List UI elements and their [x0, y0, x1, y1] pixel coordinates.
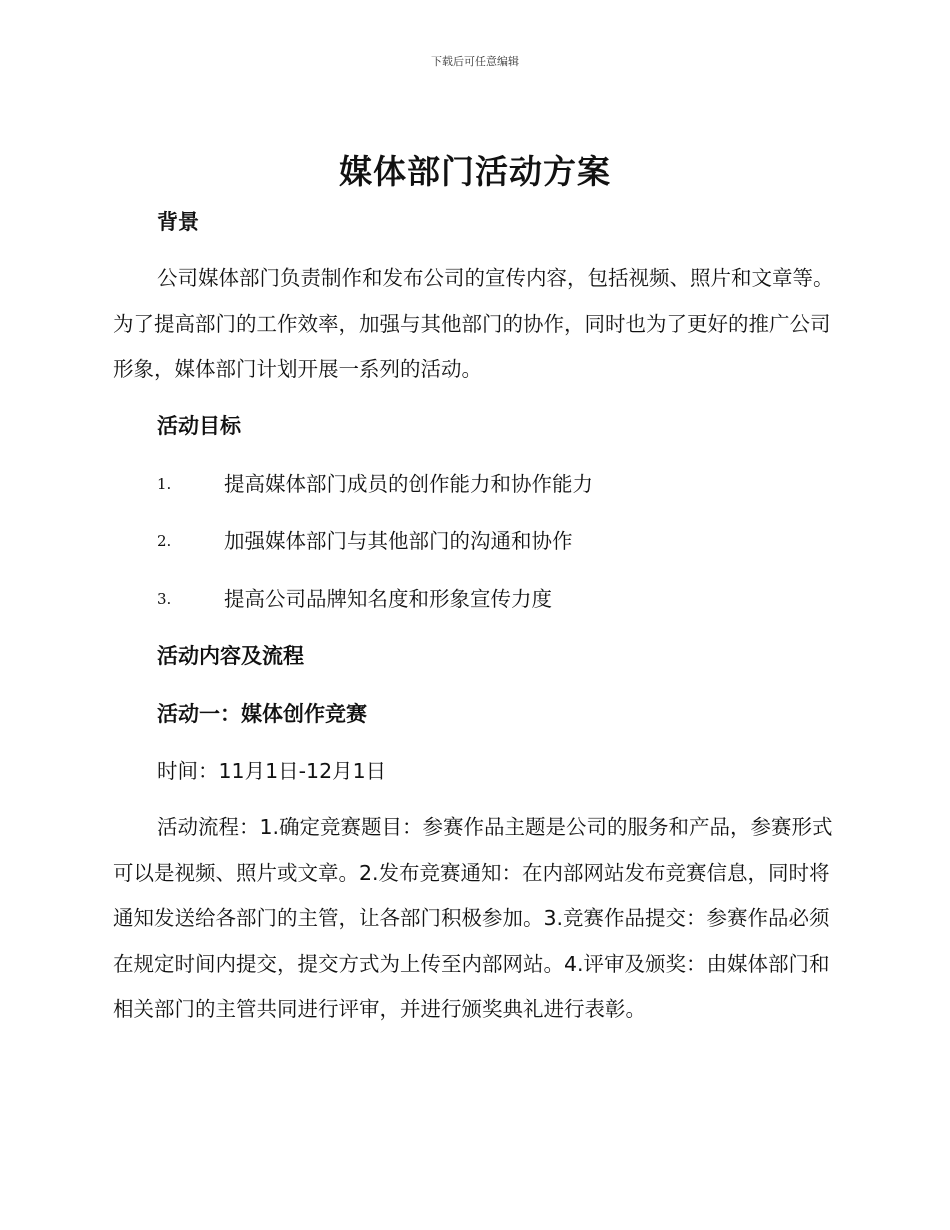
section-heading-background: 背景 — [157, 210, 199, 234]
list-number: 3. — [157, 590, 172, 608]
document-title: 媒体部门活动方案 — [339, 152, 611, 191]
list-number: 1. — [157, 475, 172, 493]
list-item — [157, 584, 837, 614]
list-number: 2. — [157, 532, 172, 550]
background-paragraph: 公司媒体部门负责制作和发布公司的宣传内容，包括视频、照片和文章等。为了提高部门的工作效率，加强与其他部门的协作，同时也为了更好的推广公司形象，媒体部门计划开展一系列的活动。 — [113, 266, 834, 381]
activity-one-heading: 活动一：媒体创作竞赛 — [157, 702, 367, 726]
list-text: 提高媒体部门成员的创作能力和协作能力 — [224, 472, 593, 496]
header-note: 下载后可任意编辑 — [431, 55, 519, 68]
list-item — [157, 526, 837, 556]
list-item — [157, 469, 837, 499]
activity-one-time: 时间：11月1日-12月1日 — [157, 759, 387, 783]
list-text: 提高公司品牌知名度和形象宣传力度 — [224, 587, 552, 611]
list-text: 加强媒体部门与其他部门的沟通和协作 — [224, 529, 573, 553]
section-heading-goals: 活动目标 — [157, 414, 241, 438]
activity-one-process: 活动流程：1.确定竞赛题目：参赛作品主题是公司的服务和产品，参赛形式可以是视频、照片或文章。2.发布竞赛通知：在内部网站发布竞赛信息，同时将通知发送给各部门的主管，让各部门积极参加。3.竞赛作品提交：参赛作品必须在规定时间内提交，提交方式为上传至内部网站。4.评审及颁奖：由媒体部门和相关部门的主管共同进行评审，并进行颁奖典礼进行表彰。 — [113, 815, 833, 1021]
section-heading-content: 活动内容及流程 — [157, 644, 304, 668]
